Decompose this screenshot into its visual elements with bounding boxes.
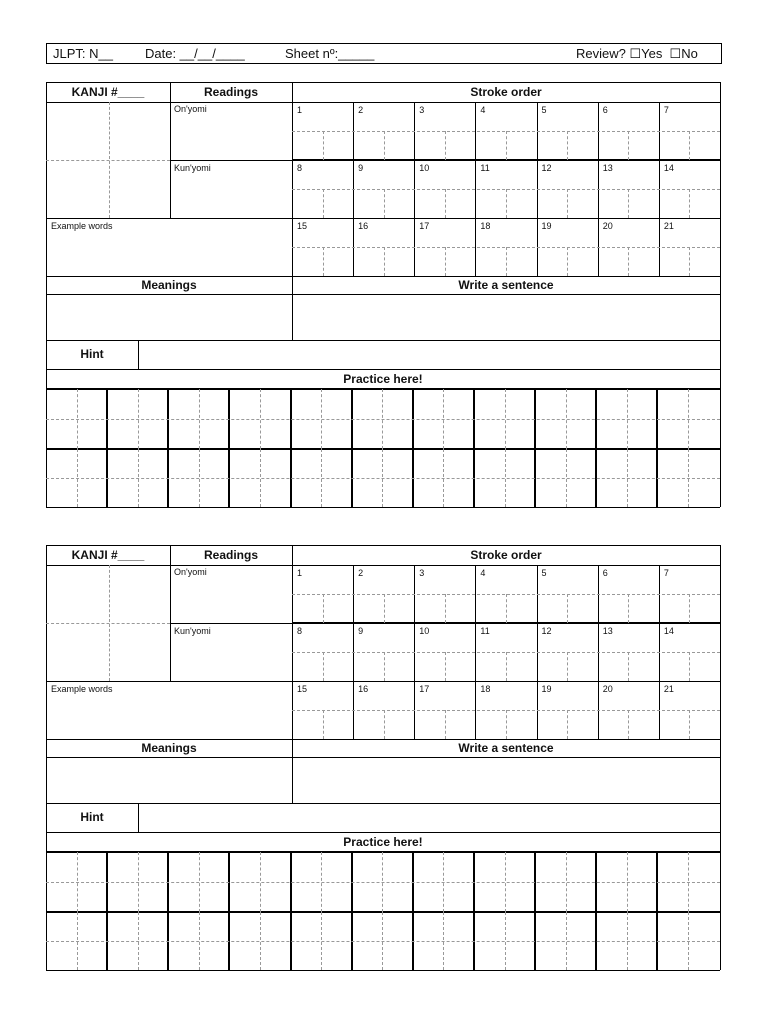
stroke-order-header: Stroke order xyxy=(470,85,542,99)
guide-line xyxy=(77,912,78,970)
grid-line xyxy=(106,852,108,970)
guide-line xyxy=(506,189,507,218)
guide-line xyxy=(138,449,139,507)
guide-line xyxy=(323,710,324,739)
grid-line xyxy=(167,389,169,507)
stroke-number-label: 4 xyxy=(480,568,486,578)
grid-line xyxy=(138,803,139,832)
grid-line xyxy=(46,82,720,83)
guide-line xyxy=(260,912,261,970)
guide-line xyxy=(688,852,689,912)
stroke-number-label: 15 xyxy=(297,684,308,694)
practice-header: Practice here! xyxy=(343,835,423,849)
stroke-number-label: 21 xyxy=(663,221,674,231)
stroke-number-label: 21 xyxy=(663,684,674,694)
kunyomi-label: Kun'yomi xyxy=(174,163,211,173)
guide-line xyxy=(77,449,78,507)
grid-line xyxy=(46,218,292,219)
guide-line xyxy=(689,710,690,739)
grid-line xyxy=(46,340,720,341)
guide-line xyxy=(566,912,567,970)
guide-line xyxy=(138,852,139,912)
guide-line xyxy=(77,852,78,912)
grid-line xyxy=(46,102,720,103)
onyomi-label: On'yomi xyxy=(174,567,207,577)
grid-line xyxy=(720,82,721,507)
guide-line xyxy=(566,449,567,507)
stroke-number-label: 20 xyxy=(602,221,613,231)
grid-line xyxy=(170,82,171,218)
stroke-number-label: 5 xyxy=(541,105,547,115)
guide-line xyxy=(628,594,629,623)
stroke-number-label: 7 xyxy=(663,105,669,115)
guide-line xyxy=(628,189,629,218)
guide-line xyxy=(384,710,385,739)
guide-line xyxy=(443,912,444,970)
kanji-number-label: KANJI #____ xyxy=(71,548,145,562)
guide-line xyxy=(505,449,506,507)
grid-line xyxy=(46,545,720,546)
grid-line xyxy=(595,389,597,507)
guide-line xyxy=(567,710,568,739)
stroke-number-label: 17 xyxy=(419,221,430,231)
stroke-number-label: 1 xyxy=(297,105,303,115)
grid-line xyxy=(534,389,536,507)
guide-line xyxy=(505,389,506,449)
guide-line xyxy=(445,652,446,681)
guide-line xyxy=(199,912,200,970)
stroke-number-label: 3 xyxy=(419,105,425,115)
stroke-number-label: 12 xyxy=(541,163,552,173)
review-checkboxes[interactable]: Review? ☐Yes ☐No xyxy=(576,46,698,61)
guide-line xyxy=(506,710,507,739)
grid-line xyxy=(656,852,658,970)
grid-line xyxy=(46,681,292,682)
grid-line xyxy=(534,852,536,970)
stroke-number-label: 19 xyxy=(541,221,552,231)
guide-line xyxy=(199,449,200,507)
guide-line xyxy=(443,389,444,449)
grid-line xyxy=(292,545,293,803)
guide-line xyxy=(628,652,629,681)
guide-line xyxy=(260,389,261,449)
guide-line xyxy=(689,247,690,276)
stroke-number-label: 13 xyxy=(602,626,613,636)
grid-line xyxy=(292,218,720,219)
grid-line xyxy=(46,369,720,370)
guide-line xyxy=(138,912,139,970)
grid-line xyxy=(46,565,720,566)
guide-line xyxy=(627,449,628,507)
guide-line xyxy=(567,652,568,681)
guide-line xyxy=(199,389,200,449)
stroke-number-label: 19 xyxy=(541,684,552,694)
readings-header: Readings xyxy=(203,85,258,99)
kunyomi-label: Kun'yomi xyxy=(174,626,211,636)
grid-line xyxy=(46,739,720,740)
guide-line xyxy=(445,189,446,218)
guide-line xyxy=(323,594,324,623)
stroke-number-label: 11 xyxy=(480,163,490,173)
guide-line xyxy=(506,652,507,681)
grid-line xyxy=(46,757,720,758)
grid-line xyxy=(170,623,292,624)
grid-line xyxy=(290,389,292,507)
guide-line xyxy=(46,623,170,624)
grid-line xyxy=(46,276,720,277)
grid-line xyxy=(46,832,720,833)
guide-line xyxy=(505,912,506,970)
guide-line xyxy=(46,160,170,161)
meanings-header: Meanings xyxy=(141,741,197,755)
guide-line xyxy=(688,449,689,507)
stroke-number-label: 17 xyxy=(419,684,430,694)
guide-line xyxy=(384,594,385,623)
guide-line xyxy=(567,189,568,218)
guide-line xyxy=(445,710,446,739)
guide-line xyxy=(46,478,720,479)
example-words-label: Example words xyxy=(51,221,113,231)
grid-line xyxy=(228,389,230,507)
grid-line xyxy=(473,389,475,507)
stroke-number-label: 13 xyxy=(602,163,613,173)
guide-line xyxy=(627,852,628,912)
stroke-number-label: 9 xyxy=(358,163,364,173)
guide-line xyxy=(384,131,385,160)
guide-line xyxy=(382,449,383,507)
guide-line xyxy=(506,594,507,623)
grid-line xyxy=(595,852,597,970)
stroke-number-label: 6 xyxy=(602,568,608,578)
guide-line xyxy=(627,389,628,449)
stroke-number-label: 4 xyxy=(480,105,486,115)
write-sentence-header: Write a sentence xyxy=(458,278,554,292)
grid-line xyxy=(292,681,720,682)
guide-line xyxy=(260,852,261,912)
stroke-number-label: 16 xyxy=(358,221,369,231)
sheet-header xyxy=(46,43,722,64)
stroke-number-label: 5 xyxy=(541,568,547,578)
stroke-number-label: 1 xyxy=(297,568,303,578)
guide-line xyxy=(321,449,322,507)
guide-line xyxy=(46,882,720,883)
stroke-number-label: 3 xyxy=(419,568,425,578)
stroke-number-label: 10 xyxy=(419,626,430,636)
grid-line xyxy=(473,852,475,970)
guide-line xyxy=(443,449,444,507)
grid-line xyxy=(167,852,169,970)
stroke-number-label: 18 xyxy=(480,221,491,231)
meanings-header: Meanings xyxy=(141,278,197,292)
guide-line xyxy=(443,852,444,912)
readings-header: Readings xyxy=(203,548,258,562)
grid-line xyxy=(46,911,720,913)
guide-line xyxy=(566,389,567,449)
stroke-number-label: 16 xyxy=(358,684,369,694)
grid-line xyxy=(292,82,293,340)
stroke-number-label: 14 xyxy=(663,626,674,636)
guide-line xyxy=(384,189,385,218)
guide-line xyxy=(567,131,568,160)
stroke-number-label: 2 xyxy=(358,568,364,578)
guide-line xyxy=(382,852,383,912)
guide-line xyxy=(688,912,689,970)
grid-line xyxy=(46,388,720,390)
guide-line xyxy=(382,389,383,449)
grid-line xyxy=(170,160,292,161)
guide-line xyxy=(138,389,139,449)
guide-line xyxy=(688,389,689,449)
stroke-number-label: 8 xyxy=(297,626,303,636)
date-field[interactable]: Date: __/__/____ xyxy=(145,46,245,61)
grid-line xyxy=(290,852,292,970)
stroke-number-label: 12 xyxy=(541,626,552,636)
stroke-number-label: 11 xyxy=(480,626,490,636)
stroke-number-label: 6 xyxy=(602,105,608,115)
guide-line xyxy=(321,852,322,912)
guide-line xyxy=(567,247,568,276)
stroke-number-label: 18 xyxy=(480,684,491,694)
kanji-number-label: KANJI #____ xyxy=(71,85,145,99)
grid-line xyxy=(351,389,353,507)
guide-line xyxy=(323,247,324,276)
guide-line xyxy=(321,389,322,449)
guide-line xyxy=(323,189,324,218)
grid-line xyxy=(351,852,353,970)
grid-line xyxy=(228,852,230,970)
stroke-number-label: 7 xyxy=(663,568,669,578)
grid-line xyxy=(106,389,108,507)
grid-line xyxy=(138,340,139,369)
guide-line xyxy=(321,912,322,970)
stroke-number-label: 2 xyxy=(358,105,364,115)
guide-line xyxy=(628,247,629,276)
guide-line xyxy=(384,247,385,276)
guide-line xyxy=(689,189,690,218)
guide-line xyxy=(199,852,200,912)
grid-line xyxy=(656,389,658,507)
guide-line xyxy=(77,389,78,449)
guide-line xyxy=(382,912,383,970)
grid-line xyxy=(412,389,414,507)
guide-line xyxy=(566,852,567,912)
guide-line xyxy=(689,131,690,160)
guide-line xyxy=(505,852,506,912)
stroke-order-header: Stroke order xyxy=(470,548,542,562)
guide-line xyxy=(445,131,446,160)
guide-line xyxy=(260,449,261,507)
grid-line xyxy=(46,970,720,971)
grid-line xyxy=(46,803,720,804)
guide-line xyxy=(384,652,385,681)
guide-line xyxy=(506,247,507,276)
jlpt-level-field[interactable]: JLPT: N__ xyxy=(53,46,113,61)
hint-label: Hint xyxy=(80,810,104,824)
grid-line xyxy=(46,294,720,295)
sheet-number-field[interactable]: Sheet nº:_____ xyxy=(285,46,375,61)
guide-line xyxy=(628,131,629,160)
grid-line xyxy=(46,851,720,853)
stroke-number-label: 10 xyxy=(419,163,430,173)
guide-line xyxy=(46,941,720,942)
stroke-number-label: 20 xyxy=(602,684,613,694)
guide-line xyxy=(506,131,507,160)
practice-header: Practice here! xyxy=(343,372,423,386)
write-sentence-header: Write a sentence xyxy=(458,741,554,755)
guide-line xyxy=(445,247,446,276)
guide-line xyxy=(627,912,628,970)
grid-line xyxy=(412,852,414,970)
stroke-number-label: 8 xyxy=(297,163,303,173)
guide-line xyxy=(445,594,446,623)
guide-line xyxy=(689,594,690,623)
guide-line xyxy=(628,710,629,739)
grid-line xyxy=(46,507,720,508)
guide-line xyxy=(689,652,690,681)
guide-line xyxy=(46,419,720,420)
grid-line xyxy=(46,448,720,450)
guide-line xyxy=(323,652,324,681)
stroke-number-label: 14 xyxy=(663,163,674,173)
onyomi-label: On'yomi xyxy=(174,104,207,114)
stroke-number-label: 9 xyxy=(358,626,364,636)
grid-line xyxy=(720,545,721,970)
stroke-number-label: 15 xyxy=(297,221,308,231)
hint-label: Hint xyxy=(80,347,104,361)
example-words-label: Example words xyxy=(51,684,113,694)
guide-line xyxy=(567,594,568,623)
guide-line xyxy=(323,131,324,160)
grid-line xyxy=(170,545,171,681)
